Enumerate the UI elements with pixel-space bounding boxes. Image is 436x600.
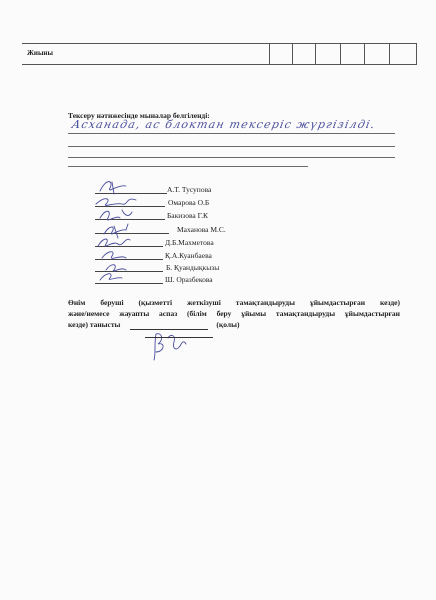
signatory-name: Бакизова Г.К <box>167 211 208 220</box>
handwritten-result: Асханада, ас блоктан тексеріс жүргізілді. <box>70 118 377 131</box>
result-line-4 <box>68 166 308 167</box>
table-column-divider <box>315 43 316 65</box>
signature-line <box>95 283 163 284</box>
result-line-3 <box>68 157 395 158</box>
signatory-name: Д.Б.Махметова <box>165 238 214 247</box>
producer-signature-hint: (қолы) <box>216 320 240 329</box>
producer-signature-line <box>145 337 213 338</box>
table-column-divider <box>364 43 365 65</box>
total-label: Жиыны <box>27 49 53 57</box>
signatory-name: Қ.А.Куанбаева <box>165 251 212 260</box>
producer-signature-image <box>150 330 190 362</box>
table-column-divider <box>269 43 270 65</box>
producer-acknowledgement <box>68 297 400 330</box>
table-column-divider <box>389 43 390 65</box>
producer-line-3-row <box>68 319 400 330</box>
table-top-border <box>22 43 417 44</box>
result-line-2 <box>68 146 395 147</box>
producer-line-3: кезде) танысты <box>68 320 121 329</box>
signatory-name: Омарова О.Б <box>168 198 210 207</box>
totals-table <box>22 38 417 64</box>
signatory-name: Ш. Оразбекова <box>165 275 213 284</box>
producer-line-1: Өнім беруші (қызметті жеткізуші тамақтандыруды ұйымдастырған кезде) <box>68 298 400 307</box>
handwritten-signatures-image <box>92 174 182 282</box>
table-column-divider <box>416 43 417 65</box>
inspection-title: Тексеру нәтижесінде мыналар белгіленді: <box>68 111 210 120</box>
signatory-name: Маханова М.С. <box>177 225 226 234</box>
table-bottom-border <box>22 64 417 65</box>
result-line-1 <box>68 133 395 134</box>
signatory-name: Б. Қуандықкызы <box>166 263 220 272</box>
table-column-divider <box>340 43 341 65</box>
producer-line-2: және/немесе жауапты аспаз (білім беру ұйымы тамақтандыруды ұйымдастырған <box>68 309 400 318</box>
table-column-divider <box>292 43 293 65</box>
producer-signature-blank <box>130 321 208 330</box>
signatory-name: А.Т. Тусупова <box>167 185 212 194</box>
